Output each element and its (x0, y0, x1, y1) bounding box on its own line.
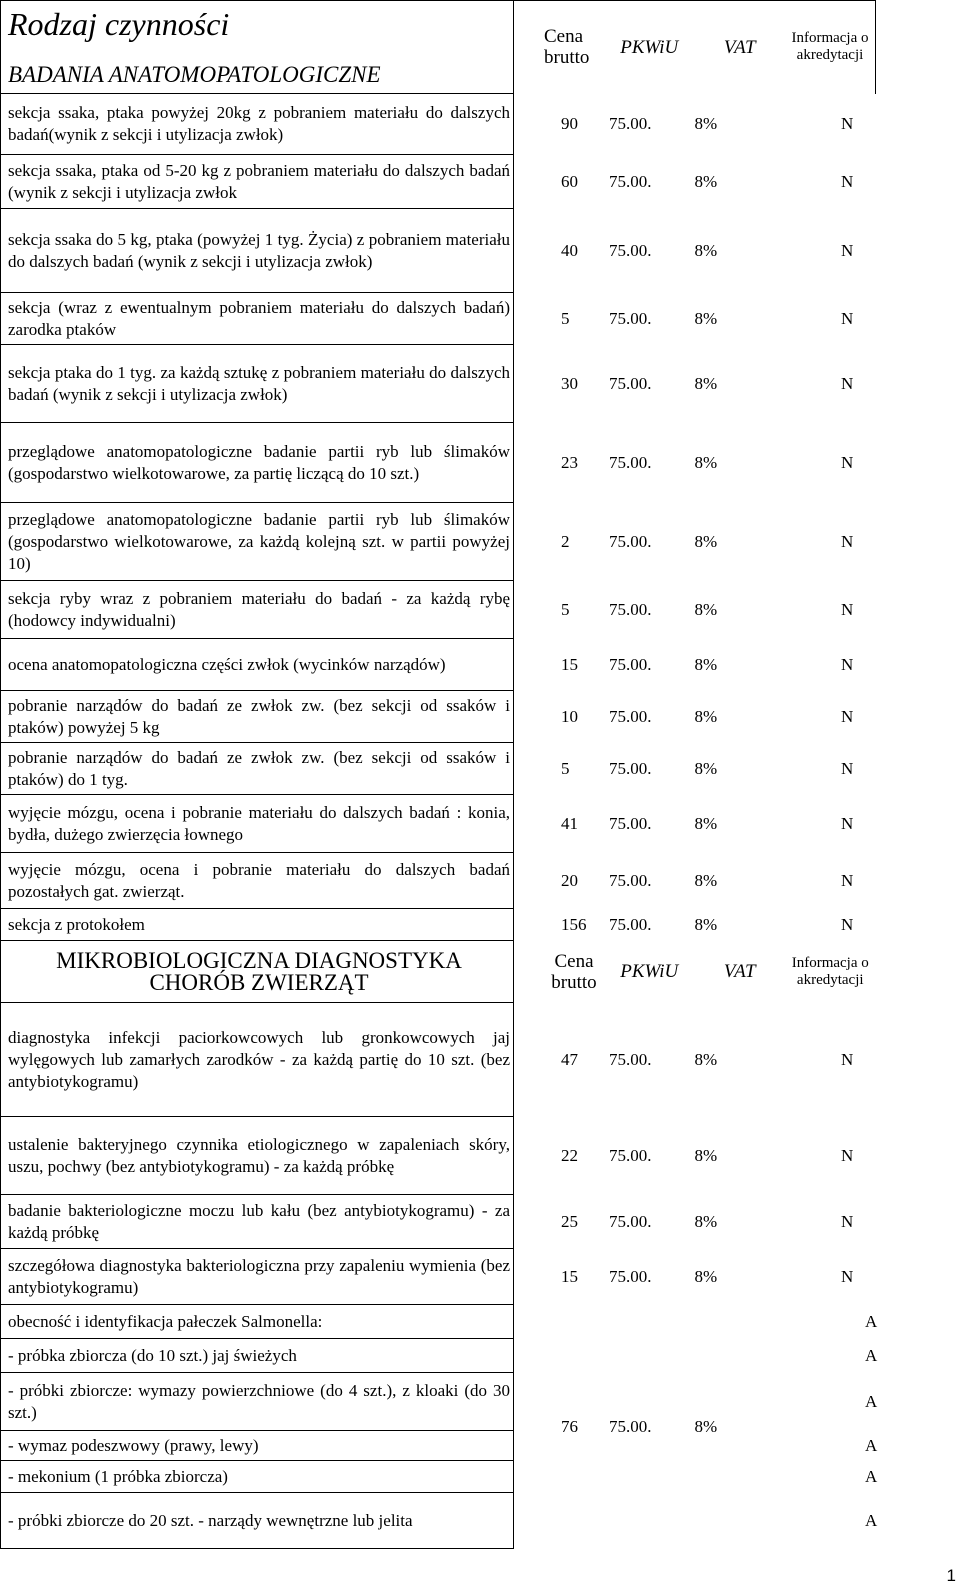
salmonella-row (1, 1305, 876, 1339)
row-pkwiu: 75.00. (609, 240, 652, 260)
row-info: N (841, 373, 854, 393)
table-row (1, 503, 876, 581)
row-info: N (841, 870, 854, 890)
row-info: N (841, 308, 854, 328)
row-info: N (841, 758, 854, 778)
row-vat: 8% (694, 1049, 718, 1069)
table-row (1, 423, 876, 503)
row-description: sekcja ssaka do 5 kg, ptaka (powyżej 1 tyg. Życia) z pobraniem materiału do dalszych badań (wynik z sekcji i utylizacja zwłok) (1, 209, 514, 293)
row-price: 47 (561, 1049, 578, 1069)
salmonella-info: A (865, 1311, 878, 1331)
row-price-cell (514, 909, 695, 941)
salmonella-info: A (865, 1391, 878, 1411)
row-pkwiu: 75.00. (609, 308, 652, 328)
salmonella-description: - próbki zbiorcze: wymazy powierzchniowe (do 4 szt.), z kloaki (do 30 szt.) (1, 1373, 514, 1431)
table-row (1, 909, 876, 941)
row-info: N (841, 171, 854, 191)
row-description: przeglądowe anatomopatologiczne badanie partii ryb lub ślimaków (gospodarstwo wielkotowarowe, za każdą kolejną szt. w partii powyżej 10) (1, 503, 514, 581)
row-price-cell (514, 581, 695, 639)
salmonella-description: - wymaz podeszwowy (prawy, lewy) (1, 1431, 514, 1461)
row-price-cell (514, 1249, 695, 1305)
table-row (1, 795, 876, 853)
row-price: 5 (561, 308, 570, 328)
row-info: N (841, 599, 854, 619)
row-pkwiu: 75.00. (609, 1145, 652, 1165)
salmonella-price: 76 (561, 1416, 578, 1436)
table-row (1, 1117, 876, 1195)
row-price: 30 (561, 373, 578, 393)
row-price: 23 (561, 452, 578, 472)
row-vat: 8% (694, 1266, 718, 1286)
row-description: wyjęcie mózgu, ocena i pobranie materiału do dalszych badań pozostałych gat. zwierząt. (1, 853, 514, 909)
section1-header-cell (1, 1, 514, 94)
table-row (1, 691, 876, 743)
row-pkwiu: 75.00. (609, 531, 652, 551)
row-price-cell (514, 1195, 695, 1249)
col-header-price: Cena brutto (514, 1, 605, 94)
row-description: diagnostyka infekcji paciorkowcowych lub gronkowcowych jaj wylęgowych lub zamarłych zarodków - za każdą partię do 10 szt. (bez antybiotykogramu) (1, 1003, 514, 1117)
salmonella-info: A (865, 1510, 878, 1530)
row-pkwiu: 75.00. (609, 373, 652, 393)
col-header-vat-2: VAT (723, 961, 756, 982)
row-vat: 8% (694, 373, 718, 393)
row-price: 10 (561, 706, 578, 726)
row-price-cell (514, 691, 695, 743)
salmonella-description: - mekonium (1 próbka zbiorcza) (1, 1461, 514, 1493)
col-header-info-2: Informacja o akredytacji (791, 954, 869, 988)
row-description: szczegółowa diagnostyka bakteriologiczna przy zapaleniu wymienia (bez antybiotykogramu) (1, 1249, 514, 1305)
row-description: sekcja ryby wraz z pobraniem materiału do badań - za każdą rybę (hodowcy indywidualni) (1, 581, 514, 639)
row-info: N (841, 114, 854, 133)
row-vat: 8% (694, 706, 718, 726)
table-row (1, 581, 876, 639)
row-pkwiu: 75.00. (609, 1211, 652, 1231)
row-pkwiu: 75.00. (609, 706, 652, 726)
row-vat: 8% (694, 654, 718, 674)
row-vat: 8% (694, 1145, 718, 1165)
row-price: 15 (561, 654, 578, 674)
row-info: N (841, 1145, 854, 1165)
row-price-cell (514, 1003, 695, 1117)
row-price-cell (514, 795, 695, 853)
row-pkwiu: 75.00. (609, 870, 652, 890)
table-row (1, 853, 876, 909)
row-price: 25 (561, 1211, 578, 1231)
section2-title: MIKROBIOLOGICZNA DIAGNOSTYKA CHORÓB ZWIERZĄT (1, 941, 514, 1003)
col-header-info: Informacja o akredytacji (785, 1, 876, 94)
row-pkwiu: 75.00. (609, 914, 652, 934)
row-price: 5 (561, 758, 570, 778)
salmonella-pkwiu: 75.00. (609, 1416, 652, 1436)
row-price-cell (514, 155, 695, 209)
row-description: pobranie narządów do badań ze zwłok zw. (bez sekcji od ssaków i ptaków) powyżej 5 kg (1, 691, 514, 743)
row-price: 90 (561, 114, 578, 133)
row-pkwiu: 75.00. (609, 452, 652, 472)
table-row (1, 155, 876, 209)
row-price: 15 (561, 1266, 578, 1286)
price-table-body (1, 1, 876, 1549)
row-vat: 8% (694, 240, 718, 260)
row-pkwiu: 75.00. (609, 171, 652, 191)
row-info: N (841, 1049, 854, 1069)
row-price-cell (514, 94, 695, 155)
table-row (1, 1249, 876, 1305)
row-price-cell (514, 743, 695, 795)
row-price: 40 (561, 240, 578, 260)
row-info: N (841, 452, 854, 472)
row-pkwiu: 75.00. (609, 758, 652, 778)
row-description: wyjęcie mózgu, ocena i pobranie materiału do dalszych badań : konia, bydła, dużego zwierzęcia łownego (1, 795, 514, 853)
row-price: 2 (561, 531, 570, 551)
row-description: sekcja (wraz z ewentualnym pobraniem materiału do dalszych badań) zarodka ptaków (1, 293, 514, 345)
row-pkwiu: 75.00. (609, 599, 652, 619)
row-price-cell (514, 345, 695, 423)
row-price-cell (514, 1117, 695, 1195)
row-description: ocena anatomopatologiczna części zwłok (wycinków narządów) (1, 639, 514, 691)
row-vat: 8% (694, 914, 718, 934)
row-price-cell (514, 293, 695, 345)
col-header-vat: VAT (695, 1, 786, 94)
row-price-cell (514, 503, 695, 581)
row-info: N (841, 654, 854, 674)
col-header-pkwiu: PKWiU (604, 1, 695, 94)
col-header-pkwiu-2: PKWiU (620, 961, 679, 982)
table-row (1, 94, 876, 155)
row-price-cell (514, 639, 695, 691)
row-description: sekcja z protokołem (1, 909, 514, 941)
row-description: pobranie narządów do badań ze zwłok zw. (bez sekcji od ssaków i ptaków) do 1 tyg. (1, 743, 514, 795)
salmonella-info: A (865, 1435, 878, 1455)
row-price-cell (514, 423, 695, 503)
row-pkwiu: 75.00. (609, 813, 652, 833)
row-description: badanie bakteriologiczne moczu lub kału (bez antybiotykogramu) - za każdą próbkę (1, 1195, 514, 1249)
section1-title: Rodzaj czynności (8, 6, 230, 42)
salmonella-info: A (865, 1345, 878, 1365)
row-info: N (841, 813, 854, 833)
row-description: ustalenie bakteryjnego czynnika etiologicznego w zapaleniach skóry, uszu, pochwy (bez antybiotykogramu) - za każdą próbkę (1, 1117, 514, 1195)
row-price: 60 (561, 171, 578, 191)
row-pkwiu: 75.00. (609, 654, 652, 674)
row-pkwiu: 75.00. (609, 114, 652, 133)
row-price: 22 (561, 1145, 578, 1165)
salmonella-description: obecność i identyfikacja pałeczek Salmonella: (1, 1305, 514, 1339)
table-row (1, 345, 876, 423)
section1-subtitle: BADANIA ANATOMOPATOLOGICZNE (8, 62, 381, 87)
row-vat: 8% (694, 308, 718, 328)
row-info: N (841, 240, 854, 260)
row-vat: 8% (694, 114, 718, 133)
row-info: N (841, 1211, 854, 1231)
row-vat: 8% (694, 531, 718, 551)
row-vat: 8% (694, 813, 718, 833)
row-price: 156 (561, 914, 587, 934)
row-price: 5 (561, 599, 570, 619)
row-info: N (841, 531, 854, 551)
row-price: 20 (561, 870, 578, 890)
row-vat: 8% (694, 452, 718, 472)
page-number: 1 (946, 1566, 956, 1585)
col-header-price-2: Cena brutto (551, 950, 597, 993)
row-vat: 8% (694, 1211, 718, 1231)
row-pkwiu: 75.00. (609, 1266, 652, 1286)
row-description: sekcja ssaka, ptaka od 5-20 kg z pobraniem materiału do dalszych badań (wynik z sekcji i utylizacja zwłok (1, 155, 514, 209)
table-row (1, 1003, 876, 1117)
row-vat: 8% (694, 870, 718, 890)
section1-header-row (1, 1, 876, 94)
row-info: N (841, 914, 854, 934)
salmonella-price-cell (514, 1305, 695, 1549)
salmonella-info: A (865, 1466, 878, 1486)
row-description: sekcja ssaka, ptaka powyżej 20kg z pobraniem materiału do dalszych badań(wynik z sekcji i utylizacja zwłok) (1, 94, 514, 155)
row-pkwiu: 75.00. (609, 1049, 652, 1069)
table-row (1, 1195, 876, 1249)
row-description: sekcja ptaka do 1 tyg. za każdą sztukę z pobraniem materiału do dalszych badań (wynik z sekcji i utylizacja zwłok) (1, 345, 514, 423)
row-price-cell (514, 209, 695, 293)
table-row (1, 743, 876, 795)
row-vat: 8% (694, 171, 718, 191)
section2-header-row (1, 941, 876, 1003)
salmonella-vat: 8% (694, 1416, 718, 1436)
row-price-cell (514, 853, 695, 909)
row-vat: 8% (694, 758, 718, 778)
row-info: N (841, 706, 854, 726)
table-row (1, 293, 876, 345)
salmonella-description: - próbki zbiorcze do 20 szt. - narządy wewnętrzne lub jelita (1, 1493, 514, 1549)
table-row (1, 209, 876, 293)
salmonella-description: - próbka zbiorcza (do 10 szt.) jaj świeżych (1, 1339, 514, 1373)
row-description: przeglądowe anatomopatologiczne badanie partii ryb lub ślimaków (gospodarstwo wielkotowarowe, za partię liczącą do 10 szt.) (1, 423, 514, 503)
row-info: N (841, 1266, 854, 1286)
table-row (1, 639, 876, 691)
row-price: 41 (561, 813, 578, 833)
row-vat: 8% (694, 599, 718, 619)
